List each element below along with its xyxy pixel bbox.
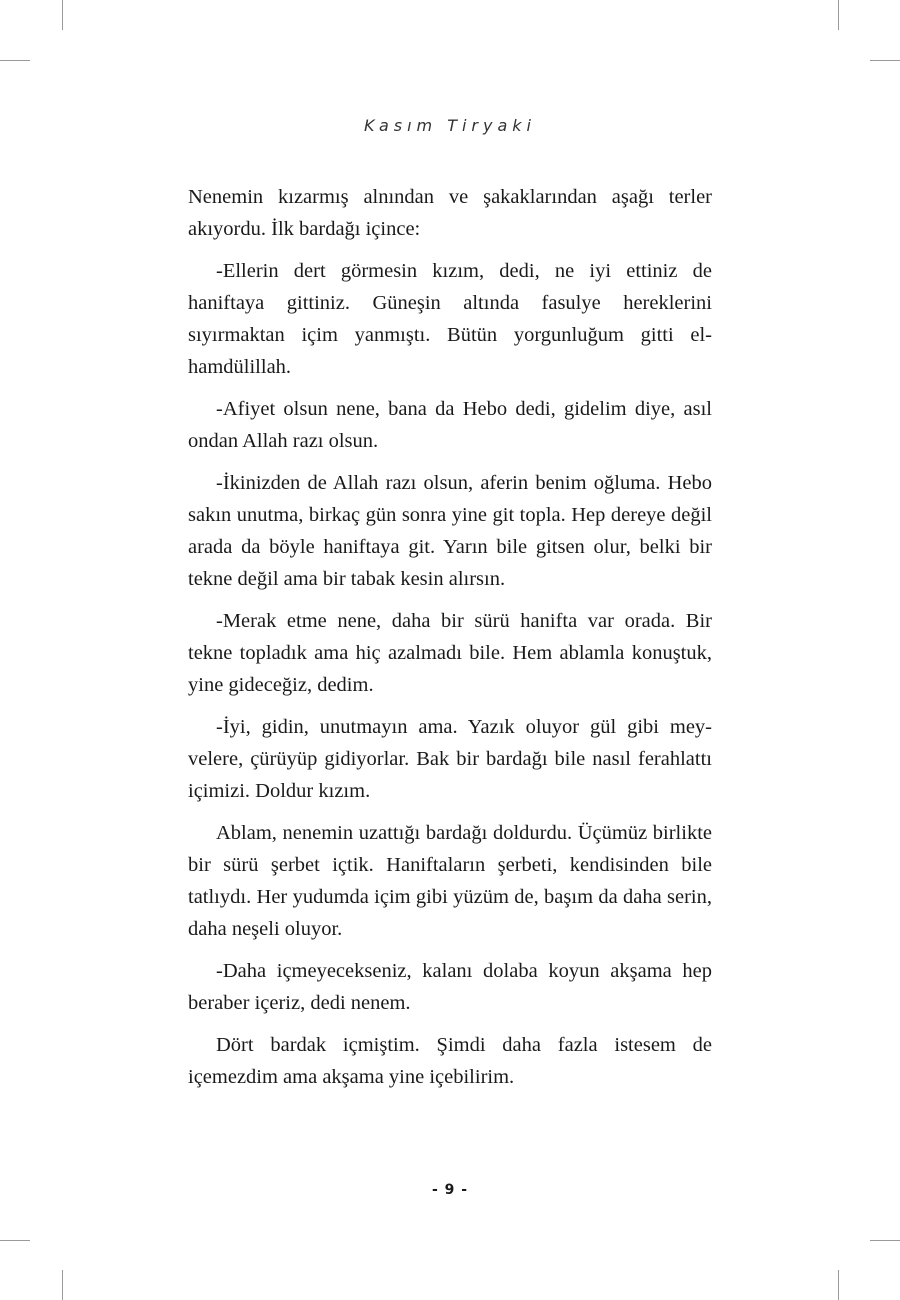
crop-mark-bottom-right <box>838 1270 839 1300</box>
crop-mark-top-right <box>838 0 839 30</box>
paragraph: Nenemin kızarmış alnından ve şakaklarından aşağı terler akıyordu. İlk bardağı içince: <box>188 186 712 240</box>
crop-mark-left-bottom <box>0 1240 30 1241</box>
paragraph: -Afiyet olsun nene, bana da Hebo dedi, gidelim diye, asıl ondan Allah razı olsun. <box>188 398 712 452</box>
page-number: - 9 - <box>431 1182 469 1198</box>
paragraph: -Daha içmeyecekseniz, kalanı dolaba koyun akşama hep beraber içeriz, dedi nenem. <box>188 960 712 1014</box>
paragraph: Ablam, nenemin uzattığı bardağı doldurdu. Üçümüz birlikte bir sürü şerbet içtik. Haniftaların şerbeti, kendisinden bile tatlıydı. Her yudumda içim gibi yüzüm de, başım da daha serin, daha neşeli oluyor. <box>188 822 712 940</box>
paragraph: -İkinizden de Allah razı olsun, aferin benim oğluma. Hebo sakın unutma, birkaç gün sonra yine git topla. Hep dereye değil arada da böyle haniftaya git. Yarın bile gitsen olur, belki bir tekne değil ama bir tabak kesin alırsın. <box>188 472 712 590</box>
crop-mark-right-bottom <box>870 1240 900 1241</box>
paragraph: -İyi, gidin, unutmayın ama. Yazık oluyor gül gibi meyvelere, çürüyüp gidiyorlar. Bak bir bardağı bile nasıl ferahlattı içimizi. Doldur kızım. <box>188 716 712 802</box>
crop-mark-bottom-left <box>62 1270 63 1300</box>
crop-mark-left-top <box>0 60 30 61</box>
paragraph: -Merak etme nene, daha bir sürü hanifta var orada. Bir tekne topladık ama hiç azalmadı bile. Hem ablamla konuştuk, yine gideceğiz, dedim. <box>188 610 712 696</box>
body-text <box>188 181 712 1103</box>
crop-mark-top-left <box>62 0 63 30</box>
running-head: Kasım Tiryaki <box>364 116 536 135</box>
paragraph: -Ellerin dert görmesin kızım, dedi, ne iyi ettiniz de haniftaya gittiniz. Güneşin altında fasulye hereklerini sıyırmaktan içim yanmıştı. Bütün yorgunluğum gitti elhamdülillah. <box>188 260 712 378</box>
crop-mark-right-top <box>870 60 900 61</box>
paragraph: Dört bardak içmiştim. Şimdi daha fazla istesem de içemezdim ama akşama yine içebilirim. <box>188 1034 712 1088</box>
